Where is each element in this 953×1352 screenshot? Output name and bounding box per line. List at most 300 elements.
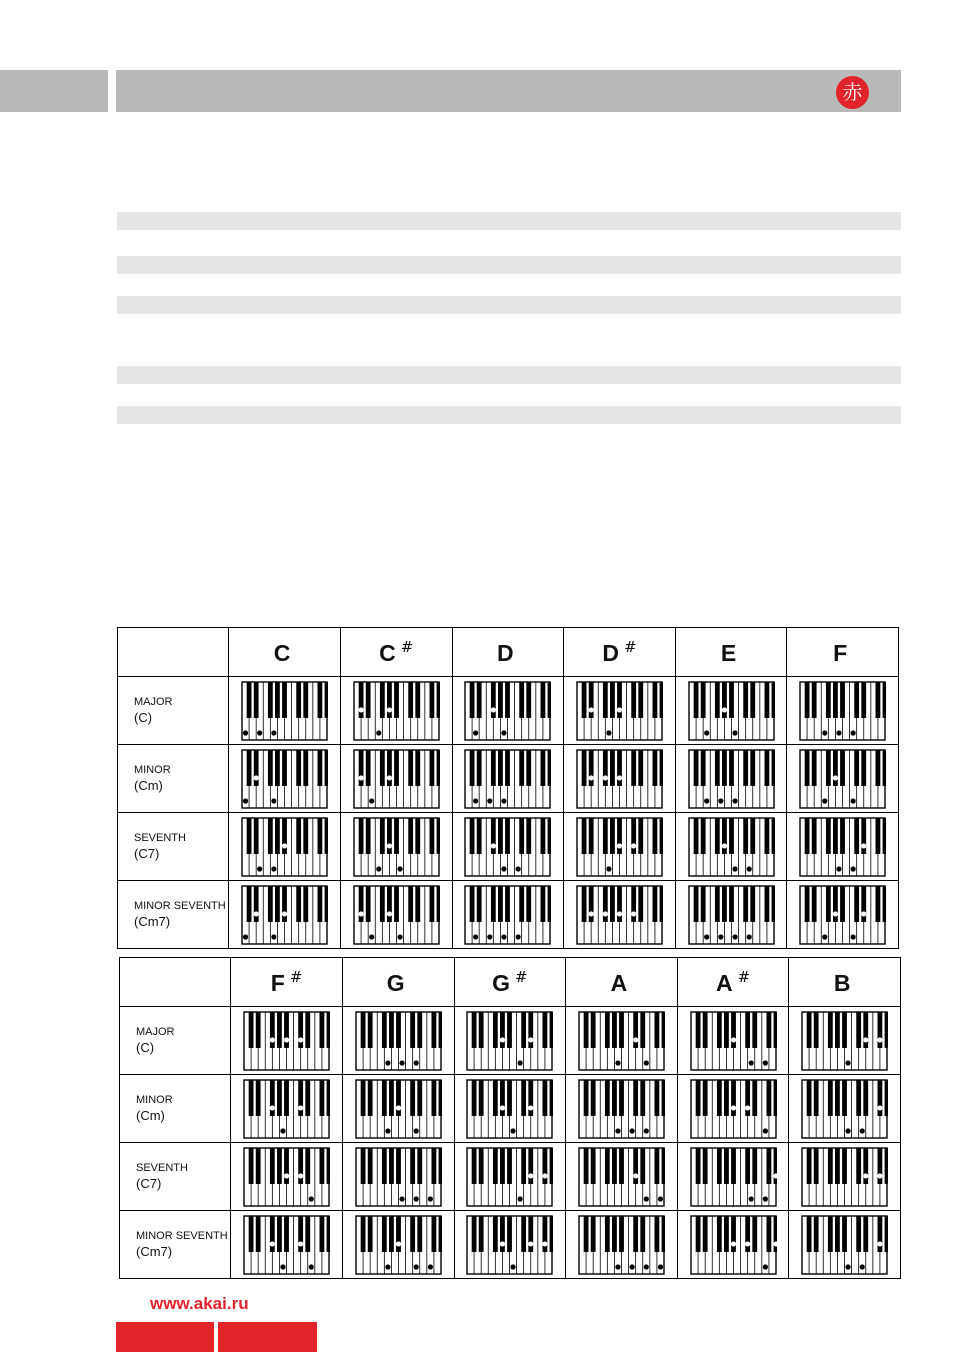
- chord-note-dot: [730, 1037, 735, 1042]
- chord-note-dot: [309, 1264, 314, 1269]
- black-key: [750, 682, 755, 718]
- chord-note-dot: [358, 911, 363, 916]
- chord-note-dot: [732, 730, 737, 735]
- black-key: [325, 818, 328, 854]
- black-key: [318, 818, 323, 854]
- chord-note-dot: [385, 1264, 390, 1269]
- black-key: [394, 818, 399, 854]
- black-key: [548, 682, 551, 718]
- chord-note-dot: [863, 1173, 868, 1178]
- chord-keyboard: [564, 745, 676, 813]
- chord-keyboard: [566, 1211, 678, 1279]
- black-key: [298, 1148, 303, 1184]
- chord-note-dot: [732, 798, 737, 803]
- keyboard-diagram: [355, 1011, 442, 1071]
- black-key: [408, 818, 413, 854]
- black-key: [591, 1216, 596, 1252]
- black-key: [752, 1148, 757, 1184]
- black-key: [396, 1216, 401, 1252]
- text-line-stripe: [117, 406, 901, 424]
- black-key: [429, 682, 434, 718]
- chord-note-dot: [837, 730, 842, 735]
- footer-red-block: [218, 1322, 317, 1352]
- chord-keyboard: [677, 1075, 789, 1143]
- chord-note-dot: [629, 1264, 634, 1269]
- chord-note-dot: [500, 1241, 505, 1246]
- keyboard-diagram: [355, 1215, 442, 1275]
- chord-note-dot: [631, 843, 636, 848]
- chord-note-dot: [851, 934, 856, 939]
- black-key: [505, 682, 510, 718]
- black-key: [771, 886, 774, 922]
- black-key: [731, 1080, 736, 1116]
- text-line-stripe: [117, 296, 901, 314]
- black-key: [766, 1148, 771, 1184]
- black-key: [527, 682, 532, 718]
- black-key: [640, 1148, 645, 1184]
- black-key: [429, 750, 434, 786]
- black-key: [543, 1080, 548, 1116]
- black-key: [470, 818, 475, 854]
- black-key: [714, 750, 719, 786]
- black-key: [256, 1080, 261, 1116]
- black-key: [876, 886, 881, 922]
- keyboard-diagram: [578, 1079, 665, 1139]
- black-key: [498, 682, 503, 718]
- black-key: [367, 1148, 372, 1184]
- chord-keyboard: [677, 1007, 789, 1075]
- chord-note-dot: [833, 775, 838, 780]
- keyboard-diagram: [353, 681, 440, 741]
- black-key: [394, 750, 399, 786]
- black-key: [520, 750, 525, 786]
- black-key: [662, 1080, 665, 1116]
- black-key: [612, 1216, 617, 1252]
- chord-note-dot: [473, 934, 478, 939]
- black-key: [885, 1080, 888, 1116]
- keyboard-diagram: [801, 1011, 888, 1071]
- black-key: [256, 1012, 261, 1048]
- black-key: [745, 1080, 750, 1116]
- black-key: [771, 818, 774, 854]
- black-key: [550, 1080, 553, 1116]
- black-key: [610, 682, 615, 718]
- black-key: [548, 886, 551, 922]
- black-key: [277, 1080, 282, 1116]
- black-key: [591, 1012, 596, 1048]
- keyboard-diagram: [576, 749, 663, 809]
- chord-note-dot: [617, 843, 622, 848]
- black-key: [268, 886, 273, 922]
- black-key: [885, 1148, 888, 1184]
- chord-note-dot: [257, 866, 262, 871]
- black-key: [654, 1216, 659, 1252]
- black-key: [885, 1012, 888, 1048]
- chord-note-dot: [528, 1241, 533, 1246]
- black-key: [477, 818, 482, 854]
- chord-note-dot: [309, 1196, 314, 1201]
- black-key: [298, 1080, 303, 1116]
- black-key: [864, 1216, 869, 1252]
- black-key: [864, 1148, 869, 1184]
- chord-note-dot: [846, 1264, 851, 1269]
- black-key: [693, 750, 698, 786]
- chord-note-dot: [500, 1037, 505, 1042]
- chord-note-dot: [732, 866, 737, 871]
- chord-note-dot: [846, 1060, 851, 1065]
- chord-note-dot: [762, 1128, 767, 1133]
- black-key: [327, 1080, 330, 1116]
- black-key: [296, 682, 301, 718]
- black-key: [472, 1012, 477, 1048]
- chord-keyboard: [566, 1007, 678, 1075]
- black-key: [619, 1080, 624, 1116]
- chord-note-dot: [518, 1196, 523, 1201]
- black-key: [731, 1012, 736, 1048]
- chord-note-dot: [284, 1173, 289, 1178]
- chord-note-dot: [633, 1173, 638, 1178]
- black-key: [298, 1012, 303, 1048]
- black-key: [731, 1148, 736, 1184]
- black-key: [814, 1012, 819, 1048]
- black-key: [270, 1216, 275, 1252]
- black-key: [617, 750, 622, 786]
- black-key: [382, 1080, 387, 1116]
- black-key: [282, 886, 287, 922]
- black-key: [878, 1012, 883, 1048]
- chord-note-dot: [271, 866, 276, 871]
- chord-note-dot: [298, 1037, 303, 1042]
- black-key: [541, 818, 546, 854]
- black-key: [716, 1148, 721, 1184]
- black-key: [854, 750, 859, 786]
- black-key: [431, 1216, 436, 1252]
- keyboard-diagram: [690, 1215, 777, 1275]
- black-key: [543, 1216, 548, 1252]
- black-key: [325, 750, 328, 786]
- chord-note-dot: [413, 1128, 418, 1133]
- black-key: [662, 1216, 665, 1252]
- black-key: [631, 682, 636, 718]
- black-key: [360, 1216, 365, 1252]
- chord-table-1: [117, 627, 899, 949]
- black-key: [700, 886, 705, 922]
- black-key: [303, 750, 308, 786]
- black-key: [527, 750, 532, 786]
- black-key: [417, 1012, 422, 1048]
- black-key: [387, 886, 392, 922]
- note-header: G #: [454, 958, 566, 1007]
- black-key: [862, 886, 867, 922]
- keyboard-diagram: [464, 681, 551, 741]
- black-key: [396, 1012, 401, 1048]
- black-key: [410, 1012, 415, 1048]
- black-key: [296, 818, 301, 854]
- black-key: [500, 1216, 505, 1252]
- black-key: [493, 1216, 498, 1252]
- black-key: [431, 1080, 436, 1116]
- black-key: [752, 1080, 757, 1116]
- chord-note-dot: [376, 730, 381, 735]
- chord-keyboard: [787, 881, 899, 949]
- black-key: [389, 1080, 394, 1116]
- chord-note-dot: [851, 866, 856, 871]
- keyboard-diagram: [243, 1147, 330, 1207]
- black-key: [605, 1216, 610, 1252]
- keyboard-diagram: [466, 1079, 553, 1139]
- chord-note-dot: [396, 1105, 401, 1110]
- black-key: [360, 1012, 365, 1048]
- black-key: [631, 750, 636, 786]
- chord-keyboard: [675, 881, 787, 949]
- chord-type-label: MINOR SEVENTH (Cm7): [118, 881, 229, 949]
- black-key: [541, 682, 546, 718]
- chord-keyboard: [787, 745, 899, 813]
- keyboard-diagram: [799, 681, 886, 741]
- chord-note-dot: [387, 707, 392, 712]
- black-key: [367, 1080, 372, 1116]
- chord-note-dot: [617, 911, 622, 916]
- black-key: [429, 818, 434, 854]
- black-key: [327, 1216, 330, 1252]
- note-header: C #: [340, 628, 452, 677]
- black-key: [603, 750, 608, 786]
- chord-keyboard: [340, 745, 452, 813]
- black-key: [408, 682, 413, 718]
- black-key: [764, 682, 769, 718]
- note-header: A #: [677, 958, 789, 1007]
- chord-note-dot: [399, 1060, 404, 1065]
- chord-note-dot: [704, 730, 709, 735]
- black-key: [743, 682, 748, 718]
- black-key: [766, 1080, 771, 1116]
- chord-keyboard: [566, 1075, 678, 1143]
- black-key: [470, 886, 475, 922]
- black-key: [828, 1080, 833, 1116]
- black-key: [589, 818, 594, 854]
- chord-note-dot: [298, 1241, 303, 1246]
- chord-note-dot: [822, 730, 827, 735]
- black-key: [303, 682, 308, 718]
- black-key: [764, 886, 769, 922]
- chord-note-dot: [822, 934, 827, 939]
- black-key: [298, 1216, 303, 1252]
- black-key: [714, 886, 719, 922]
- chord-note-dot: [748, 1060, 753, 1065]
- keyboard-diagram: [688, 681, 775, 741]
- black-key: [431, 1148, 436, 1184]
- black-key: [752, 1216, 757, 1252]
- black-key: [840, 818, 845, 854]
- chord-note-dot: [528, 1173, 533, 1178]
- black-key: [605, 1012, 610, 1048]
- black-key: [541, 886, 546, 922]
- black-key: [479, 1148, 484, 1184]
- black-key: [408, 886, 413, 922]
- chord-note-dot: [516, 866, 521, 871]
- black-key: [505, 818, 510, 854]
- chord-keyboard: [231, 1007, 343, 1075]
- chord-keyboard: [564, 881, 676, 949]
- chord-note-dot: [644, 1128, 649, 1133]
- chord-note-dot: [413, 1264, 418, 1269]
- black-key: [589, 682, 594, 718]
- black-key: [640, 1216, 645, 1252]
- black-key: [660, 886, 663, 922]
- header-side-block: [0, 70, 108, 112]
- chord-note-dot: [704, 798, 709, 803]
- black-key: [491, 818, 496, 854]
- black-key: [695, 1148, 700, 1184]
- keyboard-diagram: [355, 1079, 442, 1139]
- black-key: [505, 886, 510, 922]
- black-key: [652, 886, 657, 922]
- black-key: [277, 1012, 282, 1048]
- black-key: [612, 1080, 617, 1116]
- chord-note-dot: [502, 934, 507, 939]
- chord-type-label: SEVENTH (C7): [120, 1143, 231, 1211]
- black-key: [387, 682, 392, 718]
- black-key: [771, 750, 774, 786]
- chord-note-dot: [732, 934, 737, 939]
- chord-note-dot: [588, 707, 593, 712]
- chord-note-dot: [762, 1196, 767, 1201]
- black-key: [878, 1148, 883, 1184]
- black-key: [805, 886, 810, 922]
- black-key: [382, 1148, 387, 1184]
- chord-note-dot: [528, 1037, 533, 1042]
- chord-note-dot: [748, 1196, 753, 1201]
- black-key: [270, 1080, 275, 1116]
- chord-note-dot: [397, 866, 402, 871]
- black-key: [654, 1080, 659, 1116]
- chord-keyboard: [229, 745, 341, 813]
- keyboard-diagram: [576, 817, 663, 877]
- keyboard-diagram: [576, 885, 663, 945]
- keyboard-diagram: [799, 749, 886, 809]
- keyboard-diagram: [578, 1215, 665, 1275]
- black-key: [856, 1080, 861, 1116]
- chord-note-dot: [877, 1105, 882, 1110]
- black-key: [883, 750, 886, 786]
- black-key: [745, 1216, 750, 1252]
- black-key: [327, 1148, 330, 1184]
- black-key: [693, 682, 698, 718]
- black-key: [773, 1216, 776, 1252]
- chord-type-label: MAJOR (C): [120, 1007, 231, 1075]
- black-key: [358, 750, 363, 786]
- chord-keyboard: [787, 813, 899, 881]
- chord-note-dot: [861, 911, 866, 916]
- black-key: [773, 1148, 776, 1184]
- chord-note-dot: [511, 1264, 516, 1269]
- chord-note-dot: [543, 1241, 548, 1246]
- chord-note-dot: [413, 1196, 418, 1201]
- black-key: [493, 1012, 498, 1048]
- black-key: [367, 1012, 372, 1048]
- black-key: [498, 750, 503, 786]
- black-key: [498, 886, 503, 922]
- keyboard-diagram: [688, 885, 775, 945]
- black-key: [876, 682, 881, 718]
- chord-note-dot: [413, 1060, 418, 1065]
- chord-note-dot: [603, 911, 608, 916]
- chord-keyboard: [566, 1143, 678, 1211]
- black-key: [773, 1012, 776, 1048]
- chord-note-dot: [721, 707, 726, 712]
- black-key: [522, 1216, 527, 1252]
- black-key: [327, 1012, 330, 1048]
- black-key: [303, 886, 308, 922]
- chord-keyboard: [452, 745, 564, 813]
- black-key: [835, 1216, 840, 1252]
- chord-note-dot: [243, 934, 248, 939]
- chord-note-dot: [606, 866, 611, 871]
- chord-note-dot: [282, 843, 287, 848]
- black-key: [771, 682, 774, 718]
- black-key: [584, 1080, 589, 1116]
- chord-note-dot: [369, 798, 374, 803]
- chord-note-dot: [822, 798, 827, 803]
- black-key: [410, 1216, 415, 1252]
- black-key: [714, 682, 719, 718]
- black-key: [529, 1012, 534, 1048]
- black-key: [638, 818, 643, 854]
- chord-note-dot: [877, 1241, 882, 1246]
- text-line-stripe: [117, 256, 901, 274]
- black-key: [275, 818, 280, 854]
- black-key: [582, 750, 587, 786]
- note-header: E: [675, 628, 787, 677]
- black-key: [438, 1148, 441, 1184]
- black-key: [750, 886, 755, 922]
- black-key: [702, 1148, 707, 1184]
- black-key: [842, 1216, 847, 1252]
- chord-note-dot: [629, 1128, 634, 1133]
- black-key: [652, 682, 657, 718]
- keyboard-diagram: [243, 1011, 330, 1071]
- black-key: [835, 1148, 840, 1184]
- chord-keyboard: [789, 1211, 901, 1279]
- black-key: [864, 1080, 869, 1116]
- black-key: [835, 1012, 840, 1048]
- black-key: [885, 1216, 888, 1252]
- black-key: [724, 1216, 729, 1252]
- black-key: [729, 682, 734, 718]
- black-key: [365, 750, 370, 786]
- chord-note-dot: [615, 1060, 620, 1065]
- chord-note-dot: [603, 775, 608, 780]
- black-key: [507, 1080, 512, 1116]
- chord-note-dot: [516, 934, 521, 939]
- black-key: [605, 1080, 610, 1116]
- chord-note-dot: [358, 707, 363, 712]
- black-key: [729, 886, 734, 922]
- chord-note-dot: [243, 730, 248, 735]
- note-header: C: [229, 628, 341, 677]
- black-key: [828, 1216, 833, 1252]
- chord-keyboard: [454, 1075, 566, 1143]
- black-key: [605, 1148, 610, 1184]
- black-key: [477, 682, 482, 718]
- black-key: [275, 750, 280, 786]
- chord-note-dot: [491, 707, 496, 712]
- black-key: [862, 818, 867, 854]
- black-key: [387, 750, 392, 786]
- chord-note-dot: [846, 1128, 851, 1133]
- chord-note-dot: [502, 730, 507, 735]
- black-key: [840, 682, 845, 718]
